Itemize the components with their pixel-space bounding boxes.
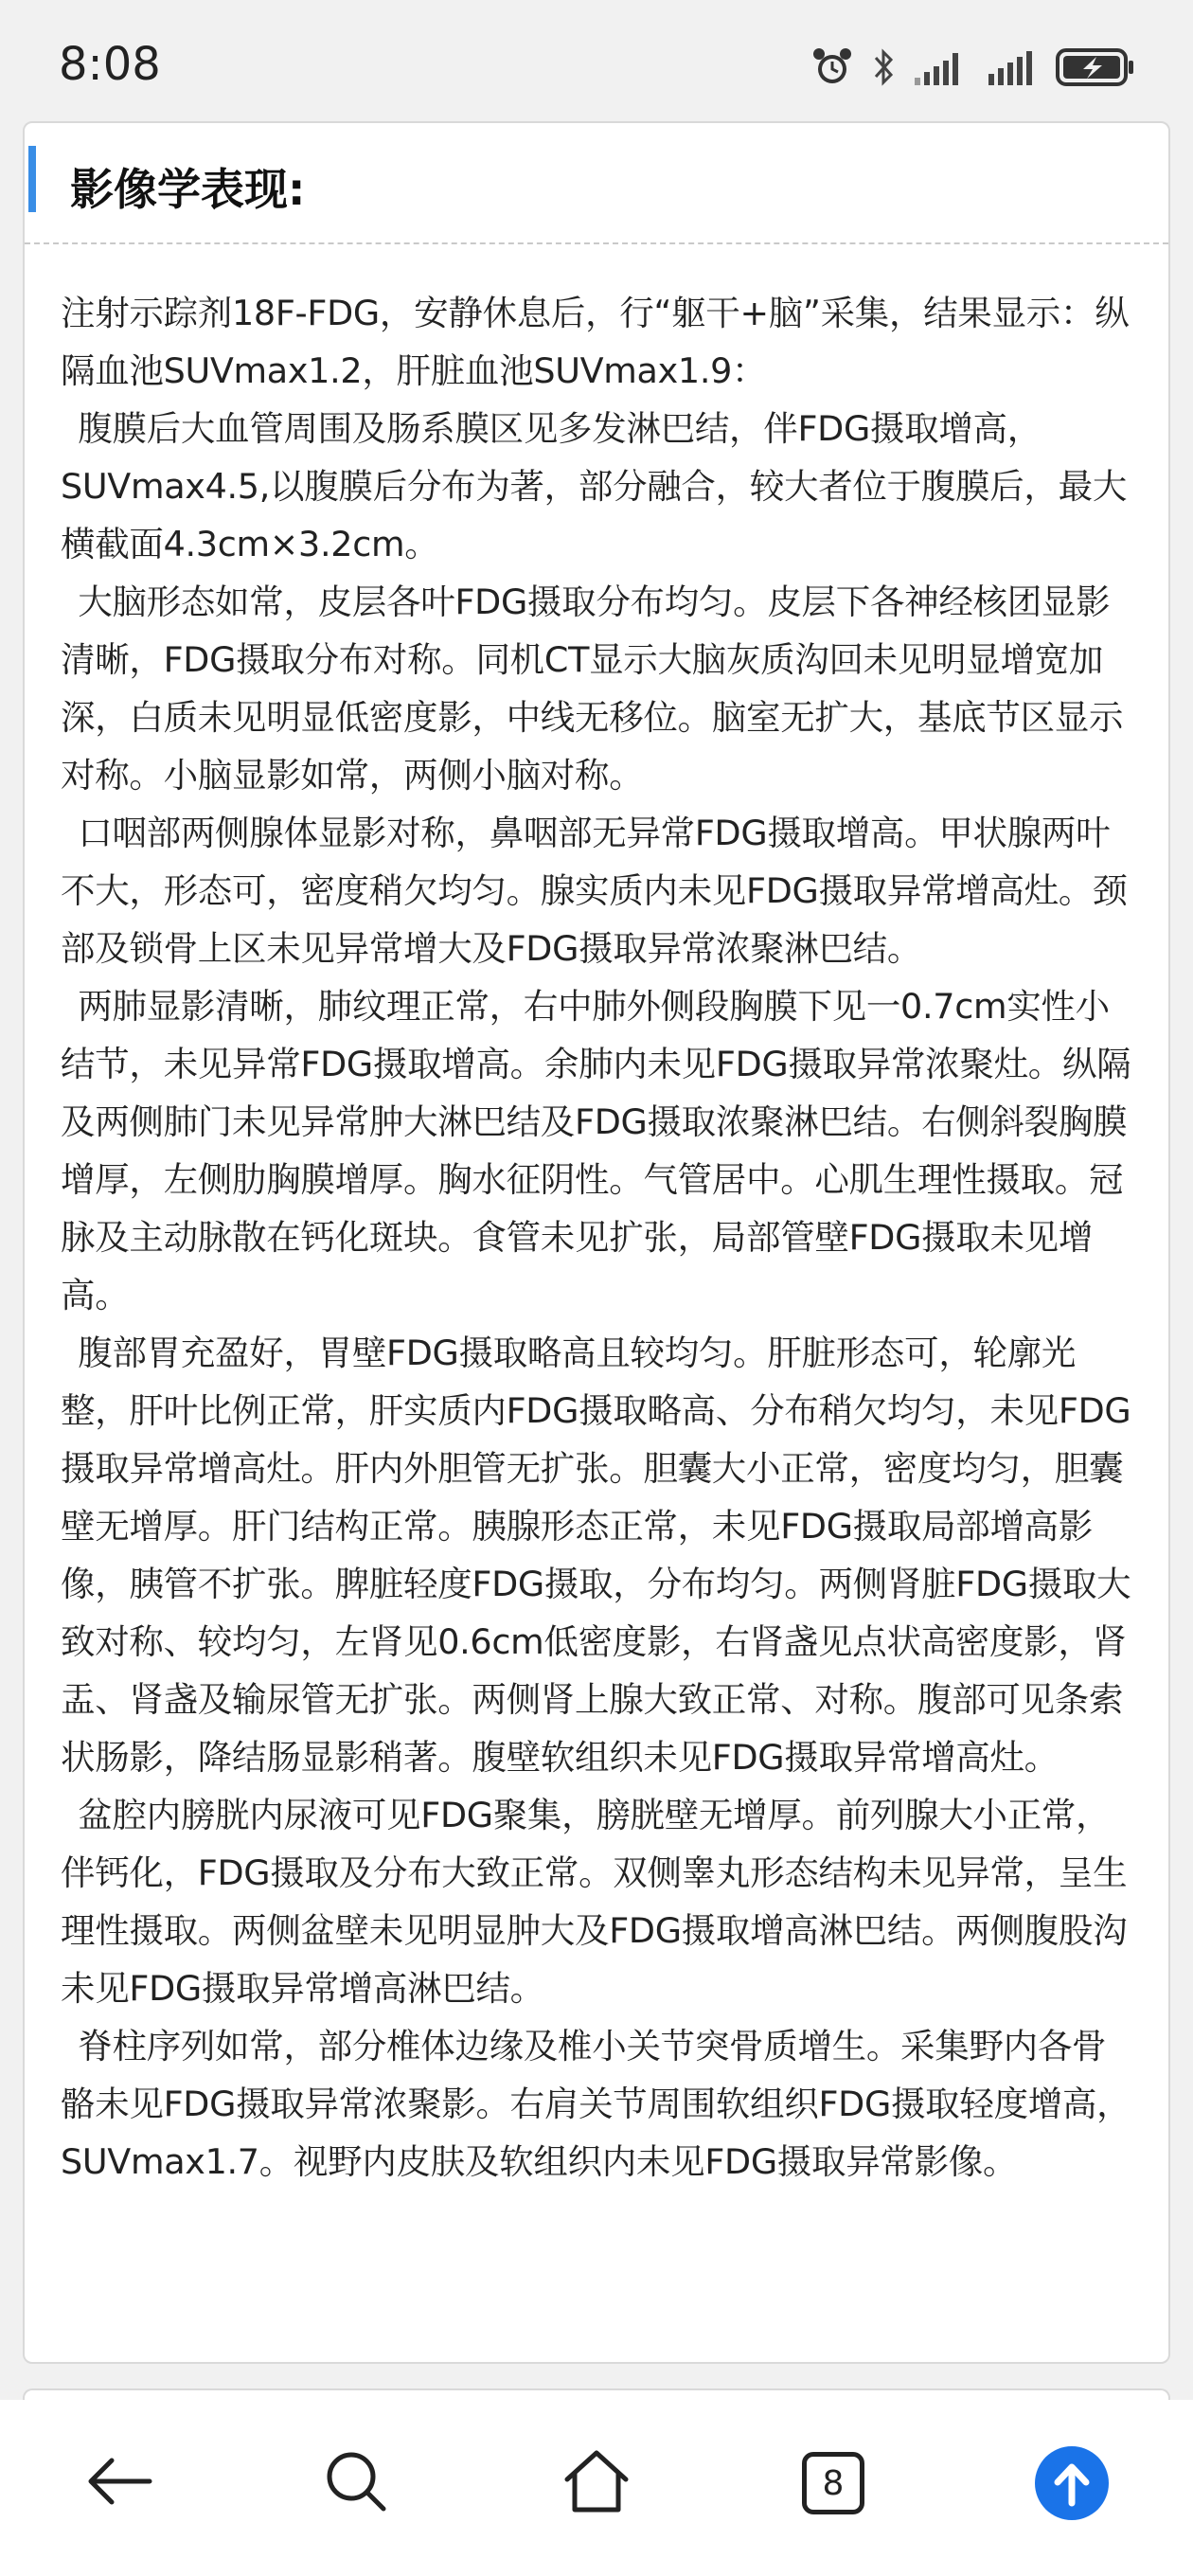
paragraph-neck: 口咽部两侧腺体显影对称，鼻咽部无异常FDG摄取增高。甲状腺两叶不大，形态可，密度稍欠均匀。腺实质内未见FDG摄取异常增高灶。颈部及锁骨上区未见异常增大及FDG摄取异常浓聚淋巴结。 <box>61 813 1128 969</box>
paragraph-chest: 两肺显影清晰，肺纹理正常，右中肺外侧段胸膜下见一0.7cm实性小结节，未见异常FDG摄取增高。余肺内未见FDG摄取异常浓聚灶。纵隔及两侧肺门未见异常肿大淋巴结及FDG摄取浓聚淋巴结。右侧斜裂胸膜增厚，左侧肋胸膜增厚。胸水征阴性。气管居中。心肌生理性摄取。冠脉及主动脉散在钙化斑块。食管未见扩张，局部管壁FDG摄取未见增高。 <box>61 986 1131 1315</box>
paragraph-brain: 大脑形态如常，皮层各叶FDG摄取分布均匀。皮层下各神经核团显影清晰，FDG摄取分布对称。同机CT显示大脑灰质沟回未见明显增宽加深，白质未见明显低密度影，中线无移位。脑室无扩大，基底节区显示对称。小脑显影如常，两侧小脑对称。 <box>61 581 1124 796</box>
scroll-to-top-button[interactable] <box>1024 2436 1119 2531</box>
tabs-button[interactable] <box>786 2436 881 2531</box>
paragraph-pelvis: 盆腔内膀胱内尿液可见FDG聚集，膀胱壁无增厚。前列腺大小正常，伴钙化，FDG摄取及分布大致正常。双侧睾丸形态结构未见异常，呈生理性摄取。两侧盆壁未见明显肿大及FDG摄取增高淋巴结。两侧腹股沟未见FDG摄取异常增高淋巴结。 <box>61 1795 1128 2009</box>
title-accent-bar <box>28 146 36 212</box>
paragraph-skeleton: 脊柱序列如常，部分椎体边缘及椎小关节突骨质增生。采集野内各骨骼未见FDG摄取异常浓聚影。右肩关节周围软组织FDG摄取轻度增高，SUVmax1.7。视野内皮肤及软组织内未见FDG摄取异常影像。 <box>61 2026 1131 2182</box>
signal-icon <box>913 45 970 89</box>
paragraph-injection: 注射示踪剂18F-FDG，安静休息后，行“躯干+脑”采集，结果显示：纵隔血池SUVmax1.2，肝脏血池SUVmax1.9： <box>61 293 1130 391</box>
bottom-nav <box>0 2400 1193 2576</box>
card-title: 影像学表现: <box>70 164 306 215</box>
back-button[interactable] <box>72 2436 167 2531</box>
status-bar <box>0 0 1193 123</box>
status-time: 8:08 <box>59 38 161 91</box>
card-body <box>25 244 1168 2191</box>
paragraph-abdomen: 腹部胃充盈好，胃壁FDG摄取略高且较均匀。肝脏形态可，轮廓光整，肝叶比例正常，肝实质内FDG摄取略高、分布稍欠均匀，未见FDG摄取异常增高灶。肝内外胆管无扩张。胆囊大小正常，密度均匀，胆囊壁无增厚。肝门结构正常。胰腺形态正常，未见FDG摄取局部增高影像，胰管不扩张。脾脏轻度FDG摄取，分布均匀。两侧肾脏FDG摄取大致对称、较均匀，左肾见0.6cm低密度影，右肾盏见点状高密度影，肾盂、肾盏及输尿管无扩张。两侧肾上腺大致正常、对称。腹部可见条索状肠影，降结肠显影稍著。腹壁软组织未见FDG摄取异常增高灶。 <box>61 1333 1131 1778</box>
search-icon <box>323 2448 389 2518</box>
paragraph-lymph-nodes: 腹膜后大血管周围及肠系膜区见多发淋巴结，伴FDG摄取增高，SUVmax4.5,以腹膜后分布为著，部分融合，较大者位于腹膜后，最大横截面4.3cm×3.2cm。 <box>61 408 1128 564</box>
bluetooth-icon <box>871 45 896 89</box>
status-icons <box>810 44 1136 91</box>
card-header <box>25 123 1168 244</box>
alarm-icon <box>810 45 854 89</box>
tab-count: 8 <box>822 2463 845 2503</box>
imaging-findings-card <box>23 121 1170 2364</box>
battery-charging-icon <box>1055 45 1136 89</box>
home-button[interactable] <box>549 2436 644 2531</box>
scroll-up-icon <box>1035 2446 1109 2520</box>
tabs-icon <box>802 2452 864 2514</box>
search-button[interactable] <box>309 2436 403 2531</box>
signal-icon <box>987 45 1038 89</box>
home-icon <box>561 2447 632 2519</box>
back-arrow-icon <box>83 2453 155 2513</box>
